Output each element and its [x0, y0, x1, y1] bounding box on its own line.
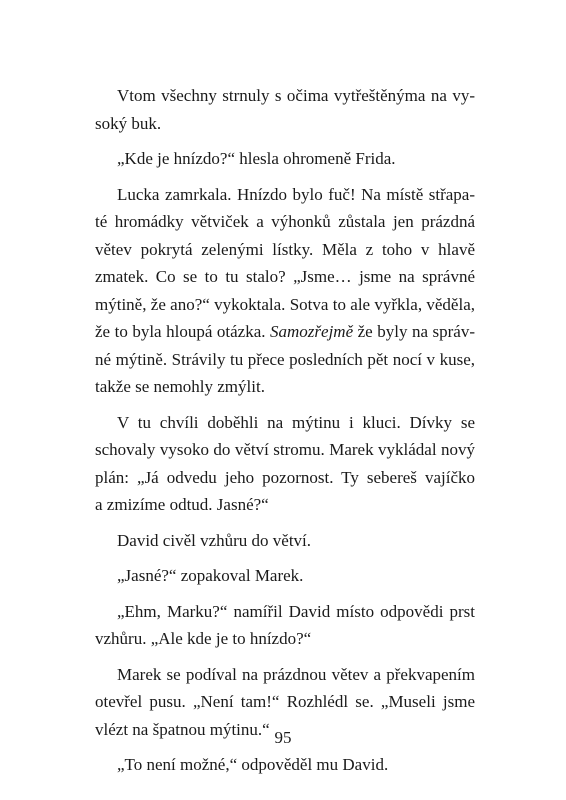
- text-line: né mýtině. Strávily tu přece posledních pět nocí v kuse,: [95, 349, 475, 369]
- paragraph: [95, 82, 475, 137]
- page-number: 95: [274, 728, 292, 747]
- text-line: zmatek. Co se to tu stalo? „Jsme… jsme na správné: [95, 267, 475, 286]
- paragraph: [95, 409, 475, 519]
- text-line: Lucka zamrkala. Hnízdo bylo fuč! Na místě střapa-: [117, 184, 475, 204]
- text-line: plán: „Já odvedu jeho pozornost. Ty sebereš vajíčko: [95, 467, 475, 487]
- text-line: že to byla hloupá otázka. Samozřejmě že byly na správ-: [95, 322, 476, 341]
- text-line: a zmizíme odtud. Jasné?“: [95, 495, 269, 514]
- paragraph: [95, 181, 475, 401]
- text-line: Marek se podíval na prázdnou větev a překvapením: [117, 664, 475, 684]
- text-line: mýtině, že ano?“ vykoktala. Sotva to ale vyřkla, věděla,: [95, 294, 475, 314]
- text-line: „To není možné,“ odpověděl mu David.: [117, 755, 389, 774]
- text-line: vlézt na špatnou mýtinu.“: [95, 719, 270, 739]
- paragraph: [95, 145, 475, 173]
- text-line: „Jasné?“ zopakoval Marek.: [117, 566, 304, 585]
- text-line: takže se nemohly zmýlit.: [95, 377, 265, 396]
- text-line: větev pokrytá zelenými lístky. Měla z toho v hlavě: [95, 239, 475, 259]
- paragraph: [95, 527, 475, 555]
- text-line: Vtom všechny strnuly s očima vytřeštěnýma na vy-: [117, 86, 475, 105]
- text-line: David civěl vzhůru do větví.: [117, 530, 312, 550]
- text-line: soký buk.: [95, 113, 162, 133]
- paragraph: [95, 598, 475, 653]
- paragraph: [95, 562, 475, 590]
- text-line: té hromádky větviček a výhonků zůstala jen prázdná: [95, 212, 475, 231]
- body-text: [95, 82, 475, 787]
- paragraph: [95, 751, 475, 779]
- text-line: schovaly vysoko do větví stromu. Marek vykládal nový: [95, 440, 475, 459]
- text-line: vzhůru. „Ale kde je to hnízdo?“: [95, 629, 312, 648]
- text-line: V tu chvíli doběhli na mýtinu i kluci. Dívky se: [117, 412, 475, 432]
- text-line: „Ehm, Marku?“ namířil David místo odpovědi prst: [117, 601, 475, 621]
- text-line: otevřel pusu. „Není tam!“ Rozhlédl se. „Museli jsme: [95, 692, 475, 711]
- text-line: „Kde je hnízdo?“ hlesla ohromeně Frida.: [117, 149, 396, 168]
